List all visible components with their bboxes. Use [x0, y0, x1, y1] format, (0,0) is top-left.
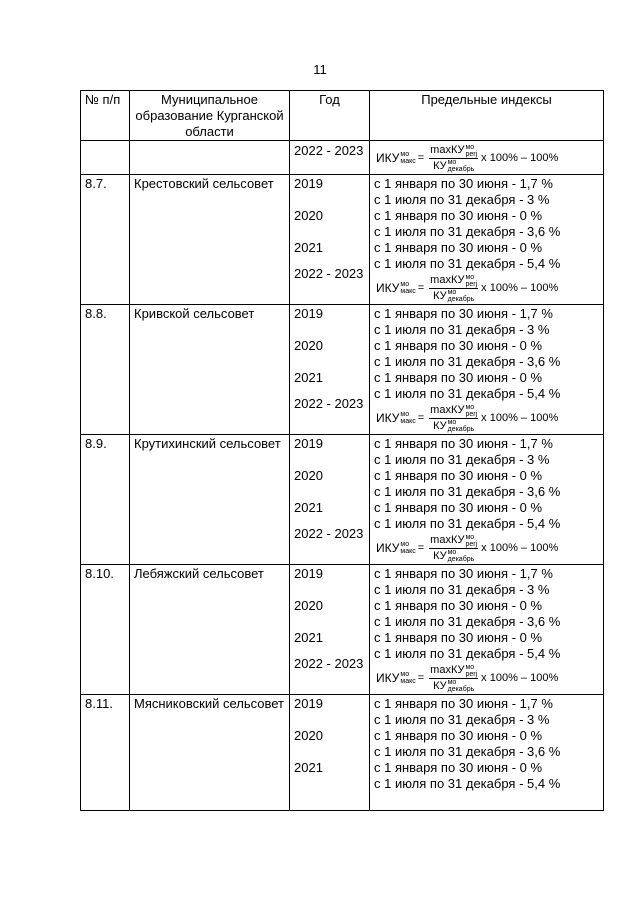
formula-tail: x 100% – 100% — [481, 542, 559, 554]
formula-den-sub: декабрь — [447, 685, 475, 693]
formula-den-sub: декабрь — [447, 165, 475, 173]
index-line: с 1 января по 30 июня - 0 % — [374, 370, 543, 385]
formula — [374, 142, 599, 174]
index-line: с 1 июля по 31 декабря - 5,4 % — [374, 646, 561, 661]
formula-lhs-sub: макс — [400, 678, 416, 685]
year-label: 2019 — [294, 566, 323, 581]
header-indices: Предельные индексы — [370, 91, 604, 141]
formula-slot — [374, 662, 599, 694]
index-line: с 1 января по 30 июня - 0 % — [374, 760, 543, 775]
formula-numerator — [429, 663, 478, 678]
cell-number: 8.9. — [81, 435, 130, 565]
index-line: с 1 июля по 31 декабря - 3,6 % — [374, 744, 561, 759]
formula-lhs-sub: макс — [400, 418, 416, 425]
index-line: с 1 января по 30 июня - 0 % — [374, 468, 543, 483]
formula-fraction — [429, 663, 478, 692]
formula-lhs-sup: мо — [400, 541, 410, 548]
formula-lhs-sup: мо — [400, 411, 410, 418]
cell-number: 8.8. — [81, 305, 130, 435]
index-line: с 1 января по 30 июня - 1,7 % — [374, 696, 553, 711]
formula — [374, 272, 599, 304]
formula-eq: = — [417, 412, 425, 424]
formula-tail: x 100% – 100% — [481, 282, 559, 294]
formula-den-sub: декабрь — [447, 425, 475, 433]
cell-year — [290, 695, 370, 811]
formula-lhs-scripts — [400, 151, 415, 165]
index-line: с 1 января по 30 июня - 0 % — [374, 338, 543, 353]
index-line: с 1 января по 30 июня - 1,7 % — [374, 436, 553, 451]
index-line: с 1 июля по 31 декабря - 5,4 % — [374, 386, 561, 401]
formula-fraction — [429, 403, 478, 432]
index-line: с 1 января по 30 июня - 0 % — [374, 500, 543, 515]
formula-den-sup: мо — [447, 548, 457, 556]
page-number: 11 — [313, 62, 327, 77]
formula — [374, 662, 599, 694]
index-line: с 1 июля по 31 декабря - 3,6 % — [374, 484, 561, 499]
formula-den-text: КУ — [433, 679, 447, 692]
index-line: с 1 января по 30 июня - 1,7 % — [374, 176, 553, 191]
formula-num-sub: perj — [465, 280, 478, 288]
formula-num-text: maxКУ — [430, 534, 465, 547]
formula-denominator — [433, 419, 474, 433]
header-number: № п/п — [81, 91, 130, 141]
year-label: 2022 - 2023 — [294, 396, 364, 411]
formula-den-text: КУ — [433, 289, 447, 302]
formula-eq: = — [417, 672, 425, 684]
formula-lhs-sup: мо — [400, 281, 410, 288]
year-label: 2019 — [294, 176, 323, 191]
year-label: 2020 — [294, 338, 323, 353]
index-line: с 1 января по 30 июня - 0 % — [374, 208, 543, 223]
index-line: с 1 июля по 31 декабря - 3 % — [374, 582, 550, 597]
year-label: 2020 — [294, 728, 323, 743]
formula-slot — [374, 272, 599, 304]
formula-numerator — [429, 273, 478, 288]
index-line: с 1 июля по 31 декабря - 5,4 % — [374, 516, 561, 531]
formula-den-sub: декабрь — [447, 295, 475, 303]
formula-denominator — [433, 159, 474, 173]
index-line: с 1 июля по 31 декабря - 3 % — [374, 452, 550, 467]
index-line: с 1 июля по 31 декабря - 3,6 % — [374, 224, 561, 239]
table-row — [81, 435, 604, 565]
formula-slot — [374, 142, 599, 174]
cell-municipality: Лебяжский сельсовет — [130, 565, 290, 695]
formula-lhs-scripts — [400, 281, 415, 295]
index-line: с 1 июля по 31 декабря - 3 % — [374, 192, 550, 207]
index-line: с 1 января по 30 июня - 0 % — [374, 630, 543, 645]
cell-indices — [370, 565, 604, 695]
formula-den-sup: мо — [447, 418, 457, 426]
formula — [374, 402, 599, 434]
formula-eq: = — [417, 152, 425, 164]
formula-num-sup: мо — [465, 273, 475, 281]
formula-lhs-sup: мо — [400, 671, 410, 678]
formula-eq: = — [417, 282, 425, 294]
table-row — [81, 305, 604, 435]
index-line: с 1 июля по 31 декабря - 3,6 % — [374, 614, 561, 629]
formula-numerator — [429, 403, 478, 418]
formula — [374, 532, 599, 564]
year-label: 2022 - 2023 — [294, 526, 364, 541]
formula-lhs: ИКУ — [376, 671, 400, 685]
year-label: 2020 — [294, 598, 323, 613]
cell-indices — [370, 141, 604, 175]
index-line: с 1 июля по 31 декабря - 5,4 % — [374, 256, 561, 271]
formula-num-text: maxКУ — [430, 144, 465, 157]
cell-year — [290, 305, 370, 435]
header-year: Год — [290, 91, 370, 141]
cell-year — [290, 175, 370, 305]
formula-num-sup: мо — [465, 403, 475, 411]
formula-num-sup: мо — [465, 663, 475, 671]
formula-lhs: ИКУ — [376, 411, 400, 425]
formula-den-sup: мо — [447, 158, 457, 166]
formula-num-sub: perj — [465, 410, 478, 418]
formula-numerator — [429, 143, 478, 158]
cell-year — [290, 565, 370, 695]
formula-lhs: ИКУ — [376, 281, 400, 295]
formula-lhs-scripts — [400, 411, 415, 425]
cell-number: 8.7. — [81, 175, 130, 305]
formula-slot — [374, 532, 599, 564]
cell-year — [290, 141, 370, 175]
table-header-row — [81, 91, 604, 141]
year-label: 2020 — [294, 208, 323, 223]
cell-number: 8.10. — [81, 565, 130, 695]
formula-denominator — [433, 289, 474, 303]
year-label: 2019 — [294, 306, 323, 321]
formula-fraction — [429, 143, 478, 172]
header-municipality: Муниципальное образование Курганской области — [130, 91, 290, 141]
table-row-continuation — [81, 141, 604, 175]
year-label: 2022 - 2023 — [294, 266, 364, 281]
index-line: с 1 января по 30 июня - 1,7 % — [374, 566, 553, 581]
formula-slot — [374, 402, 599, 434]
formula-num-text: maxКУ — [430, 274, 465, 287]
formula-den-sup: мо — [447, 678, 457, 686]
cell-municipality: Кривской сельсовет — [130, 305, 290, 435]
cell-municipality: Крутихинский сельсовет — [130, 435, 290, 565]
formula-num-sup: мо — [465, 143, 475, 151]
cell-indices — [370, 695, 604, 811]
index-line: с 1 июля по 31 декабря - 3,6 % — [374, 354, 561, 369]
index-line: с 1 января по 30 июня - 1,7 % — [374, 306, 553, 321]
formula-tail: x 100% – 100% — [481, 672, 559, 684]
formula-lhs: ИКУ — [376, 541, 400, 555]
formula-tail: x 100% – 100% — [481, 412, 559, 424]
formula-lhs-scripts — [400, 671, 415, 685]
index-line: с 1 января по 30 июня - 0 % — [374, 728, 543, 743]
cell-indices — [370, 435, 604, 565]
index-line: с 1 июля по 31 декабря - 3 % — [374, 322, 550, 337]
formula-den-sup: мо — [447, 288, 457, 296]
formula-lhs: ИКУ — [376, 151, 400, 165]
index-line: с 1 января по 30 июня - 0 % — [374, 598, 543, 613]
table-row — [81, 565, 604, 695]
index-line: с 1 января по 30 июня - 0 % — [374, 240, 543, 255]
year-label: 2020 — [294, 468, 323, 483]
year-label: 2021 — [294, 500, 323, 515]
formula-lhs-scripts — [400, 541, 415, 555]
formula-eq: = — [417, 542, 425, 554]
formula-tail: x 100% – 100% — [481, 152, 559, 164]
year-label: 2021 — [294, 630, 323, 645]
formula-lhs-sub: макс — [400, 548, 416, 555]
formula-num-text: maxКУ — [430, 404, 465, 417]
formula-fraction — [429, 273, 478, 302]
year-label: 2021 — [294, 760, 323, 775]
formula-den-sub: декабрь — [447, 555, 475, 563]
year-label: 2021 — [294, 240, 323, 255]
formula-num-sub: perj — [465, 150, 478, 158]
formula-num-sub: perj — [465, 540, 478, 548]
cell-municipality: Крестовский сельсовет — [130, 175, 290, 305]
formula-lhs-sub: макс — [400, 158, 416, 165]
index-line: с 1 июля по 31 декабря - 5,4 % — [374, 776, 561, 791]
indices-table — [80, 90, 604, 811]
table-row — [81, 175, 604, 305]
year-label: 2022 - 2023 — [294, 656, 364, 671]
cell-number — [81, 141, 130, 175]
index-line: с 1 июля по 31 декабря - 3 % — [374, 712, 550, 727]
formula-den-text: КУ — [433, 549, 447, 562]
formula-num-sub: perj — [465, 670, 478, 678]
formula-lhs-sup: мо — [400, 151, 410, 158]
formula-num-text: maxКУ — [430, 664, 465, 677]
cell-indices — [370, 305, 604, 435]
formula-den-text: КУ — [433, 159, 447, 172]
cell-year — [290, 435, 370, 565]
formula-denominator — [433, 549, 474, 563]
cell-municipality — [130, 141, 290, 175]
year-label: 2022 - 2023 — [294, 143, 364, 158]
cell-number: 8.11. — [81, 695, 130, 811]
formula-lhs-sub: макс — [400, 288, 416, 295]
year-label: 2021 — [294, 370, 323, 385]
cell-indices — [370, 175, 604, 305]
cell-municipality: Мясниковский сельсовет — [130, 695, 290, 811]
year-label: 2019 — [294, 696, 323, 711]
formula-fraction — [429, 533, 478, 562]
table-row — [81, 695, 604, 811]
formula-den-text: КУ — [433, 419, 447, 432]
formula-num-sup: мо — [465, 533, 475, 541]
formula-numerator — [429, 533, 478, 548]
formula-denominator — [433, 679, 474, 693]
year-label: 2019 — [294, 436, 323, 451]
